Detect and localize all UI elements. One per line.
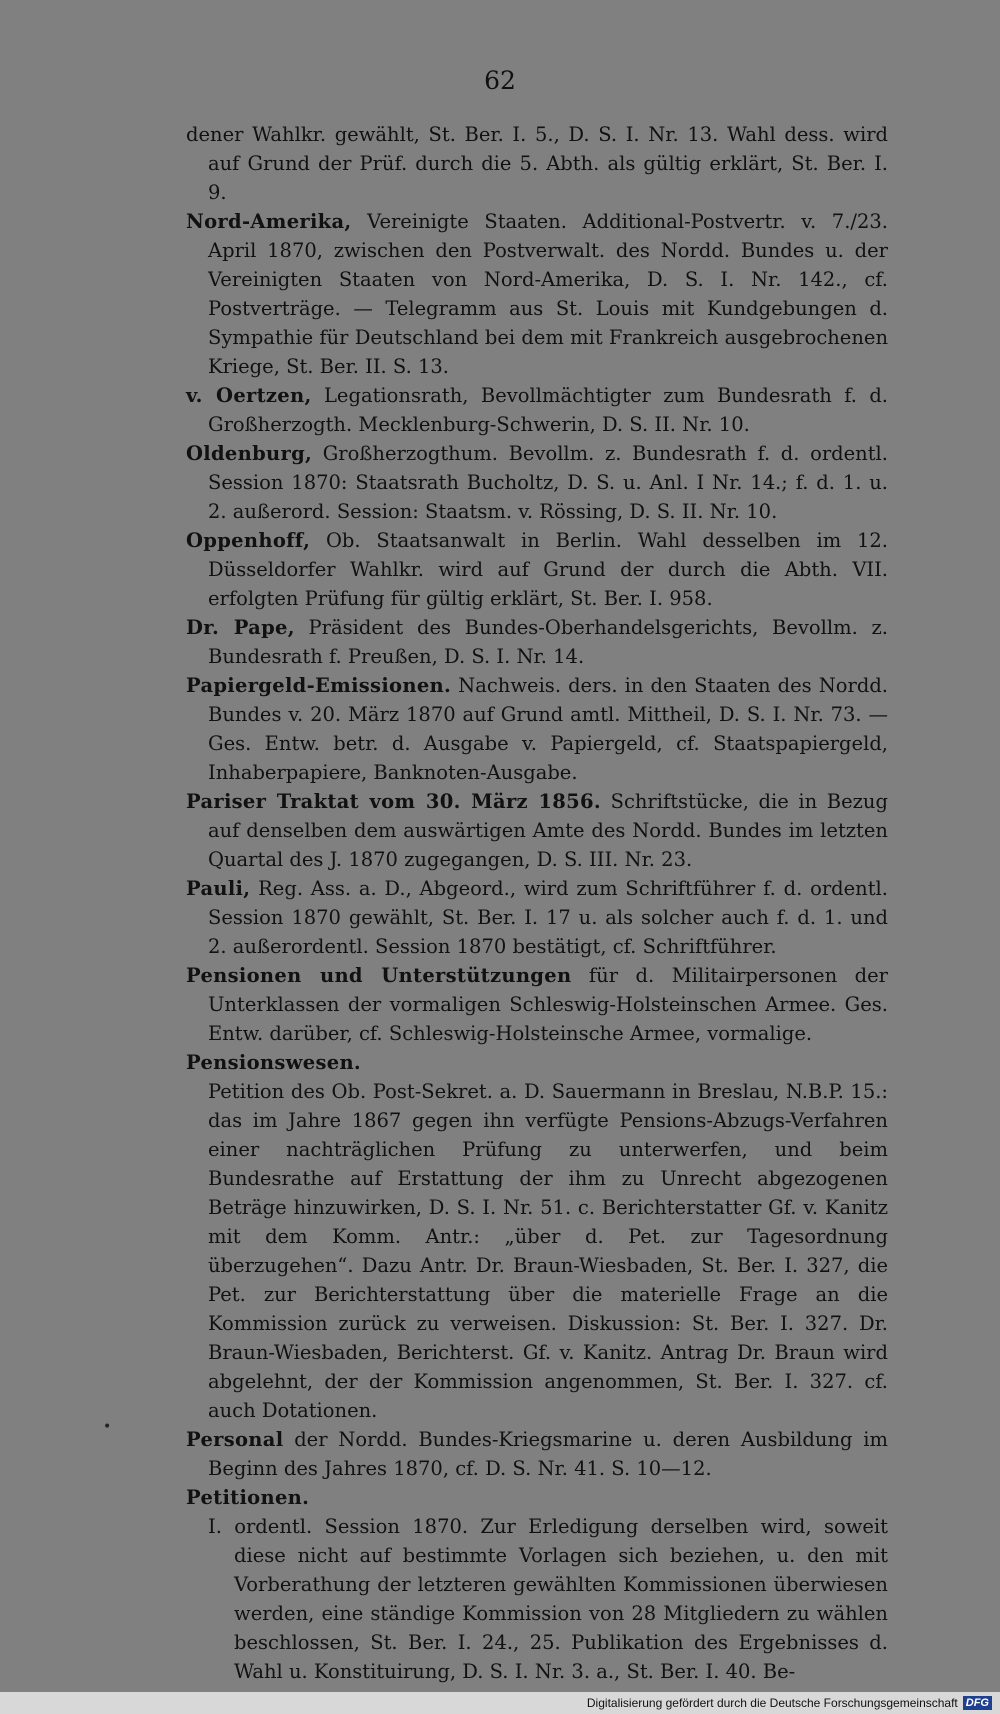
entry-pauli (186, 874, 888, 961)
entry-papiergeld (186, 671, 888, 787)
entry-pensionswesen (186, 1048, 888, 1077)
page-content (186, 120, 888, 1686)
entry-text: Reg. Ass. a. D., Abgeord., wird zum Schriftführer f. d. ordentl. Session 1870 gewählt, St. Ber. I. 17 u. als solcher auch f. d. 1. und 2. außerordentl. Session 1870 bestätigt, cf. Schriftführer. (208, 877, 888, 958)
entry-oertzen (186, 381, 888, 439)
entry-text: Vereinigte Staaten. Additional-Postvertr. v. 7./23. April 1870, zwischen den Postverwalt. des Nordd. Bundes u. der Vereinigten Staaten von Nord-Amerika, D. S. I. Nr. 142., cf. Postverträge. — Telegramm aus St. Louis mit Kundgebungen d. Sympathie für Deutschland bei dem mit Frankreich ausgebrochenen Kriege, St. Ber. II. S. 13. (208, 210, 888, 378)
entry-text: Schriftstücke, die in Bezug auf denselben dem auswärtigen Amte des Nordd. Bundes im letzten Quartal des J. 1870 zugegangen, D. S. III. Nr. 23. (208, 790, 888, 871)
entry-heading: Pariser Traktat vom 30. März 1856. (186, 790, 601, 813)
entry-continuation (186, 120, 888, 207)
entry-heading: Pensionen und Unterstützungen (186, 964, 572, 987)
entry-petitionen-body (186, 1512, 888, 1686)
entry-text: Großherzogthum. Bevollm. z. Bundesrath f. d. ordentl. Session 1870: Staatsrath Bucholtz, D. S. u. Anl. I Nr. 14.; f. d. 1. u. 2. außerord. Session: Staatsm. v. Rössing, D. S. II. Nr. 10. (208, 442, 888, 523)
entry-oldenburg (186, 439, 888, 526)
entry-personal (186, 1425, 888, 1483)
footer-credit: Digitalisierung gefördert durch die Deutsche Forschungsgemeinschaft (586, 1696, 958, 1710)
entry-pensionswesen-body (186, 1077, 888, 1425)
entry-heading: Oldenburg, (186, 442, 313, 465)
entry-text: dener Wahlkr. gewählt, St. Ber. I. 5., D. S. I. Nr. 13. Wahl dess. wird auf Grund der Prüf. durch die 5. Abth. als gültig erklärt, St. Ber. I. 9. (186, 123, 888, 204)
entry-text: für d. Militairpersonen der Unterklassen der vormaligen Schleswig-Holsteinschen Armee. Ges. Entw. darüber, cf. Schleswig-Holsteinsche Armee, vormalige. (208, 964, 888, 1045)
entry-heading: v. Oertzen, (186, 384, 312, 407)
entry-heading: Oppenhoff, (186, 529, 311, 552)
stray-mark: • (103, 1419, 112, 1435)
entry-pensionen (186, 961, 888, 1048)
entry-heading: Petitionen. (186, 1486, 310, 1509)
entry-pariser-traktat (186, 787, 888, 874)
entry-text: Präsident des Bundes-Oberhandelsgerichts, Bevollm. z. Bundesrath f. Preußen, D. S. I. Nr. 14. (208, 616, 888, 668)
page-number: 62 (484, 66, 516, 95)
entry-nord-amerika (186, 207, 888, 381)
entry-heading: Pensionswesen. (186, 1051, 362, 1074)
entry-text: I. ordentl. Session 1870. Zur Erledigung derselben wird, soweit diese nicht auf bestimmte Vorlagen sich beziehen, u. den mit Vorberathung der letzteren gewählten Kommissionen überwiesen werden, eine ständige Kommission von 28 Mitgliedern zu wählen beschlossen, St. Ber. I. 24., 25. Publikation des Ergebnisses d. Wahl u. Konstituirung, D. S. I. Nr. 3. a., St. Ber. I. 40. Be- (208, 1515, 888, 1683)
entry-text: der Nordd. Bundes-Kriegsmarine u. deren Ausbildung im Beginn des Jahres 1870, cf. D. S. Nr. 41. S. 10—12. (208, 1428, 888, 1480)
entry-text: Legationsrath, Bevollmächtigter zum Bundesrath f. d. Großherzogth. Mecklenburg-Schwerin, D. S. II. Nr. 10. (208, 384, 888, 436)
dfg-logo-icon: DFG (963, 1696, 992, 1710)
entry-oppenhoff (186, 526, 888, 613)
entry-heading: Papiergeld-Emissionen. (186, 674, 452, 697)
entry-heading: Nord-Amerika, (186, 210, 352, 233)
entry-text: Ob. Staatsanwalt in Berlin. Wahl desselben im 12. Düsseldorfer Wahlkr. wird auf Grund der durch die Abth. VII. erfolgten Prüfung für gültig erklärt, St. Ber. I. 958. (208, 529, 888, 610)
footer-bar (0, 1692, 1000, 1714)
entry-pape (186, 613, 888, 671)
entry-petitionen (186, 1483, 888, 1512)
entry-heading: Pauli, (186, 877, 251, 900)
entry-text: Petition des Ob. Post-Sekret. a. D. Sauermann in Breslau, N.B.P. 15.: das im Jahre 1867 gegen ihn verfügte Pensions-Abzugs-Verfahren einer nachträglichen Prüfung zu unterwerfen, und beim Bundesrathe auf Erstattung der ihm zu Unrecht abgezogenen Beträge hinzuwirken, D. S. I. Nr. 51. c. Berichterstatter Gf. v. Kanitz mit dem Komm. Antr.: „über d. Pet. zur Tagesordnung überzugehen“. Dazu Antr. Dr. Braun-Wiesbaden, St. Ber. I. 327, die Pet. zur Berichterstattung über die materielle Frage an die Kommission zurück zu verweisen. Diskussion: St. Ber. I. 327. Dr. Braun-Wiesbaden, Berichterst. Gf. v. Kanitz. Antrag Dr. Braun wird abgelehnt, der der Kommission angenommen, St. Ber. I. 327. cf. auch Dotationen. (208, 1080, 888, 1422)
entry-text: Nachweis. ders. in den Staaten des Nordd. Bundes v. 20. März 1870 auf Grund amtl. Mittheil, D. S. I. Nr. 73. — Ges. Entw. betr. d. Ausgabe v. Papiergeld, cf. Staatspapiergeld, Inhaberpapiere, Banknoten-Ausgabe. (208, 674, 888, 784)
entry-heading: Dr. Pape, (186, 616, 295, 639)
entry-heading: Personal (186, 1428, 284, 1451)
